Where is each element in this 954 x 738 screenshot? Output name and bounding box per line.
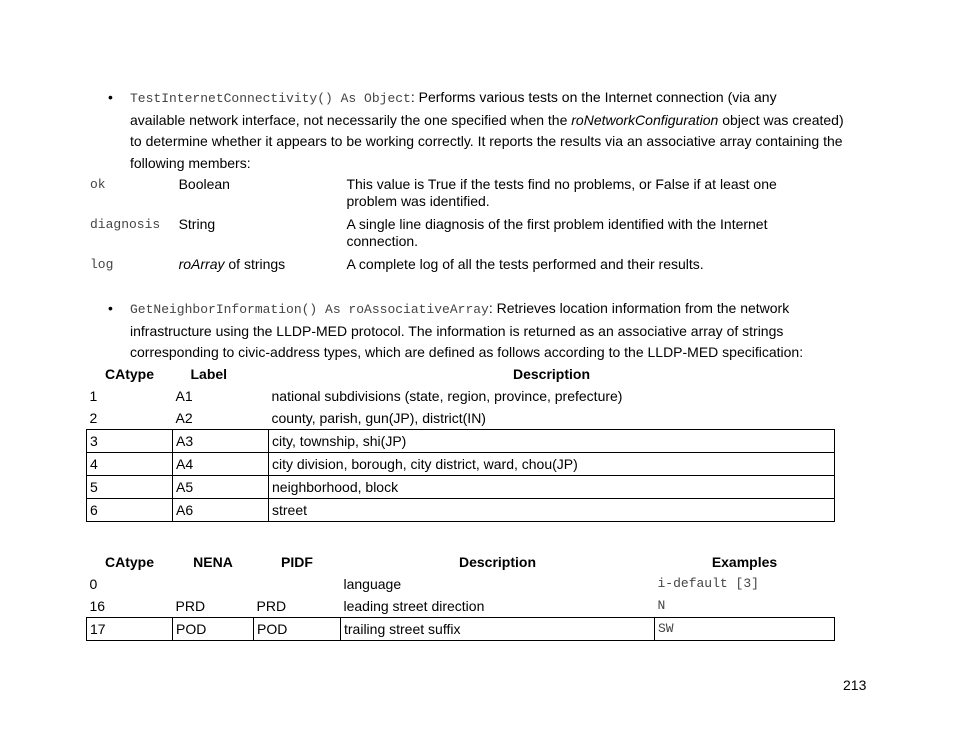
table-cell: national subdivisions (state, region, province, prefecture) bbox=[271, 388, 623, 404]
table-cell: SW bbox=[655, 618, 835, 641]
table-row bbox=[87, 595, 835, 618]
bullet-test-internet-connectivity bbox=[108, 87, 868, 174]
table-cell: A6 bbox=[173, 499, 269, 522]
table-cell: POD bbox=[254, 618, 341, 641]
table-cell: A4 bbox=[173, 453, 269, 476]
table-header-row bbox=[87, 551, 835, 573]
table-cell: 5 bbox=[87, 476, 173, 499]
table-cell: 6 bbox=[87, 499, 173, 522]
member-description: This value is True if the tests find no problems, or False if at least one problem was identified. bbox=[346, 176, 777, 209]
table-cell: neighborhood, block bbox=[269, 476, 835, 499]
table-cell: 1 bbox=[89, 388, 98, 404]
table-cell: i-default [3] bbox=[657, 576, 759, 591]
table-cell: PRD bbox=[256, 598, 287, 614]
table-cell: A3 bbox=[173, 430, 269, 453]
table-row bbox=[87, 385, 835, 407]
table-row bbox=[87, 573, 835, 595]
table-cell: 3 bbox=[87, 430, 173, 453]
bullet-icon: • bbox=[108, 89, 113, 105]
member-type: String bbox=[178, 216, 216, 232]
table-cell: language bbox=[343, 576, 402, 592]
table-row bbox=[87, 453, 835, 476]
table-cell: county, parish, gun(JP), district(IN) bbox=[271, 410, 486, 426]
table-row bbox=[90, 216, 810, 256]
table-row bbox=[87, 476, 835, 499]
members-table bbox=[90, 176, 810, 273]
column-header: NENA bbox=[193, 554, 233, 570]
table-row bbox=[87, 618, 835, 641]
catype-nena-pidf-table bbox=[86, 551, 835, 641]
member-description: A single line diagnosis of the first problem identified with the Internet connection. bbox=[346, 216, 768, 249]
page-number: 213 bbox=[843, 677, 867, 693]
member-name: log bbox=[90, 257, 114, 272]
member-type: Boolean bbox=[178, 176, 230, 192]
catype-label-table bbox=[86, 363, 835, 522]
bullet-text: GetNeighborInformation() As roAssociativeArray: Retrieves location information from the network infrastructure using the LLDP-MED protocol. The information is returned as an associative array of strings corresponding to civic-address types, which are defined as follows according to the LLDP-MED specification: bbox=[130, 300, 804, 360]
table-cell bbox=[254, 573, 341, 595]
table-cell: street bbox=[269, 499, 835, 522]
table-cell: trailing street suffix bbox=[341, 618, 655, 641]
table-cell: 4 bbox=[87, 453, 173, 476]
table-cell: leading street direction bbox=[343, 598, 485, 614]
bullet-get-neighbor-information bbox=[108, 298, 868, 364]
table-cell: PRD bbox=[175, 598, 206, 614]
column-header: Examples bbox=[711, 554, 778, 570]
table-cell: 16 bbox=[89, 598, 106, 614]
table-row bbox=[87, 407, 835, 430]
column-header: Description bbox=[458, 554, 536, 570]
table-cell: 2 bbox=[89, 410, 98, 426]
table-cell: N bbox=[657, 598, 666, 613]
bullet-icon: • bbox=[108, 300, 113, 316]
table-cell: A1 bbox=[175, 388, 193, 404]
method-signature: GetNeighborInformation() As roAssociativeArray bbox=[130, 302, 489, 317]
member-type: roArray of strings bbox=[178, 256, 286, 272]
table-row bbox=[90, 176, 810, 216]
method-signature: TestInternetConnectivity() As Object bbox=[130, 91, 411, 106]
member-name: diagnosis bbox=[90, 217, 161, 232]
table-row bbox=[87, 430, 835, 453]
column-header: CAtype bbox=[104, 554, 154, 570]
table-row bbox=[87, 499, 835, 522]
member-name: ok bbox=[90, 177, 106, 192]
column-header: Description bbox=[512, 366, 590, 382]
table-cell: A5 bbox=[173, 476, 269, 499]
table-cell: city, township, shi(JP) bbox=[269, 430, 835, 453]
table-cell: 17 bbox=[87, 618, 173, 641]
member-description: A complete log of all the tests performed and their results. bbox=[346, 256, 704, 272]
table-cell: city division, borough, city district, ward, chou(JP) bbox=[269, 453, 835, 476]
bullet-text: TestInternetConnectivity() As Object: Performs various tests on the Internet connection (via any available network interface, not necessarily the one specified when the roNetworkConfiguration object was created) to determine whether it appears to be working correctly. It reports the results via an associative array containing the following members: bbox=[130, 89, 844, 171]
table-cell: 0 bbox=[89, 576, 98, 592]
table-header-row bbox=[87, 363, 835, 385]
table-cell bbox=[173, 573, 254, 595]
table-cell: A2 bbox=[175, 410, 193, 426]
column-header: PIDF bbox=[281, 554, 313, 570]
column-header: CAtype bbox=[104, 366, 154, 382]
table-cell: POD bbox=[173, 618, 254, 641]
table-row bbox=[90, 256, 810, 273]
column-header: Label bbox=[190, 366, 228, 382]
